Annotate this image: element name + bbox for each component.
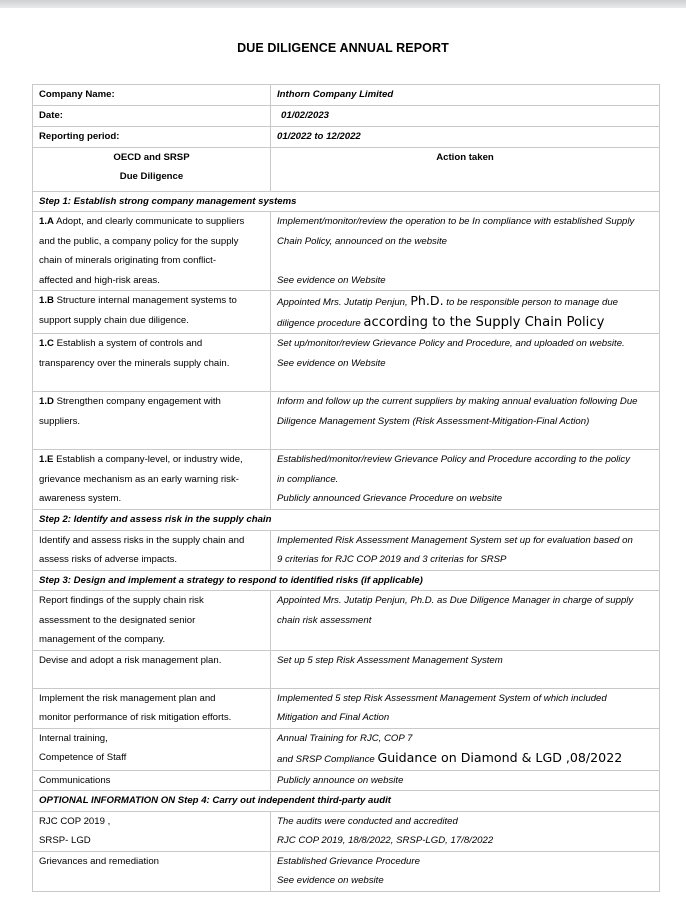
- due-diligence-table: [32, 84, 660, 892]
- row-1b-action: Appointed Mrs. Jutatip Penjun, Ph.D. to be responsible person to manage due diligence procedure according to the Supply Chain Policy: [271, 291, 660, 334]
- row-4b-action: Established Grievance Procedure See evidence on website: [271, 851, 660, 891]
- row-3a: [33, 591, 660, 651]
- row-1e-action: Established/monitor/review Grievance Policy and Procedure according to the policy in compliance. Publicly announced Grievance Procedure on website: [271, 450, 660, 510]
- row-2-action: Implemented Risk Assessment Management System set up for evaluation based on 9 criterias for RJC COP 2019 and 3 criterias for SRSP: [271, 530, 660, 570]
- oecd-srsp-header: [33, 147, 271, 191]
- step3-heading: Step 3: Design and implement a strategy to respond to identified risks (if applicable): [33, 570, 660, 591]
- row-3b: [33, 650, 660, 688]
- column-header-row: [33, 147, 660, 191]
- step-row: [33, 570, 660, 591]
- row-1d-requirement: 1.D Strengthen company engagement with suppliers.: [33, 392, 271, 450]
- row-1e: [33, 450, 660, 510]
- row-3c-action: Implemented 5 step Risk Assessment Management System of which included Mitigation and Final Action: [271, 688, 660, 728]
- step-row: [33, 510, 660, 531]
- row-1b-requirement: 1.B Structure internal management systems to support supply chain due diligence.: [33, 291, 271, 334]
- row-3b-action: Set up 5 step Risk Assessment Management System: [271, 650, 660, 688]
- report-title: DUE DILIGENCE ANNUAL REPORT: [237, 41, 449, 55]
- row-4a-requirement: RJC COP 2019 , SRSP- LGD: [33, 811, 271, 851]
- row-3b-requirement: Devise and adopt a risk management plan.: [33, 650, 271, 688]
- row-3d-action: Annual Training for RJC, COP 7 and SRSP Compliance Guidance on Diamond & LGD ,08/2022: [271, 728, 660, 770]
- row-3e: [33, 770, 660, 791]
- row-1d-action: Inform and follow up the current suppliers by making annual evaluation following Due Diligence Management System (Risk Assessment-Mitigation-Final Action): [271, 392, 660, 450]
- row-3e-action: Publicly announce on website: [271, 770, 660, 791]
- row-3c: [33, 688, 660, 728]
- company-name-value: Inthorn Company Limited: [271, 85, 660, 106]
- scan-top-edge: [0, 0, 686, 8]
- company-name-label: Company Name:: [33, 85, 271, 106]
- period-value: 01/2022 to 12/2022: [271, 126, 660, 147]
- period-row: [33, 126, 660, 147]
- period-label: Reporting period:: [33, 126, 271, 147]
- action-taken-header: Action taken: [271, 147, 660, 191]
- row-3a-action: Appointed Mrs. Jutatip Penjun, Ph.D. as Due Diligence Manager in charge of supply chain risk assessment: [271, 591, 660, 651]
- date-value: 01/02/2023: [271, 106, 660, 127]
- row-2: [33, 530, 660, 570]
- row-3a-requirement: Report findings of the supply chain risk assessment to the designated senior management of the company.: [33, 591, 271, 651]
- row-4b-requirement: Grievances and remediation: [33, 851, 271, 891]
- date-label: Date:: [33, 106, 271, 127]
- row-4a-action: The audits were conducted and accredited RJC COP 2019, 18/8/2022, SRSP-LGD, 17/8/2022: [271, 811, 660, 851]
- row-3c-requirement: Implement the risk management plan and monitor performance of risk mitigation efforts.: [33, 688, 271, 728]
- step-row: [33, 791, 660, 812]
- row-3d: [33, 728, 660, 770]
- row-4b: [33, 851, 660, 891]
- header-line-1: OECD and SRSP: [113, 151, 190, 163]
- row-1c: [33, 334, 660, 392]
- step-row: [33, 191, 660, 212]
- step1-heading: Step 1: Establish strong company management systems: [33, 191, 660, 212]
- row-1a-requirement: 1.A Adopt, and clearly communicate to suppliers and the public, a company policy for the supply chain of minerals originating from conflict- affected and high-risk areas.: [33, 212, 271, 291]
- row-4a: [33, 811, 660, 851]
- row-3d-requirement: Internal training, Competence of Staff: [33, 728, 271, 770]
- row-1c-action: Set up/monitor/review Grievance Policy and Procedure, and uploaded on website. See evidence on Website: [271, 334, 660, 392]
- row-1b: [33, 291, 660, 334]
- row-3e-requirement: Communications: [33, 770, 271, 791]
- row-1e-requirement: 1.E Establish a company-level, or industry wide, grievance mechanism as an early warning risk- awareness system.: [33, 450, 271, 510]
- date-row: [33, 106, 660, 127]
- row-2-requirement: Identify and assess risks in the supply chain and assess risks of adverse impacts.: [33, 530, 271, 570]
- step2-heading: Step 2: Identify and assess risk in the supply chain: [33, 510, 660, 531]
- row-1a: [33, 212, 660, 291]
- step4-heading: OPTIONAL INFORMATION ON Step 4: Carry out independent third-party audit: [33, 791, 660, 812]
- row-1a-action: Implement/monitor/review the operation to be In compliance with established Supply Chain Policy, announced on the website See evidence on Website: [271, 212, 660, 291]
- row-1d: [33, 392, 660, 450]
- company-name-row: [33, 85, 660, 106]
- header-line-2: Due Diligence: [119, 171, 184, 182]
- row-1c-requirement: 1.C Establish a system of controls and transparency over the minerals supply chain.: [33, 334, 271, 392]
